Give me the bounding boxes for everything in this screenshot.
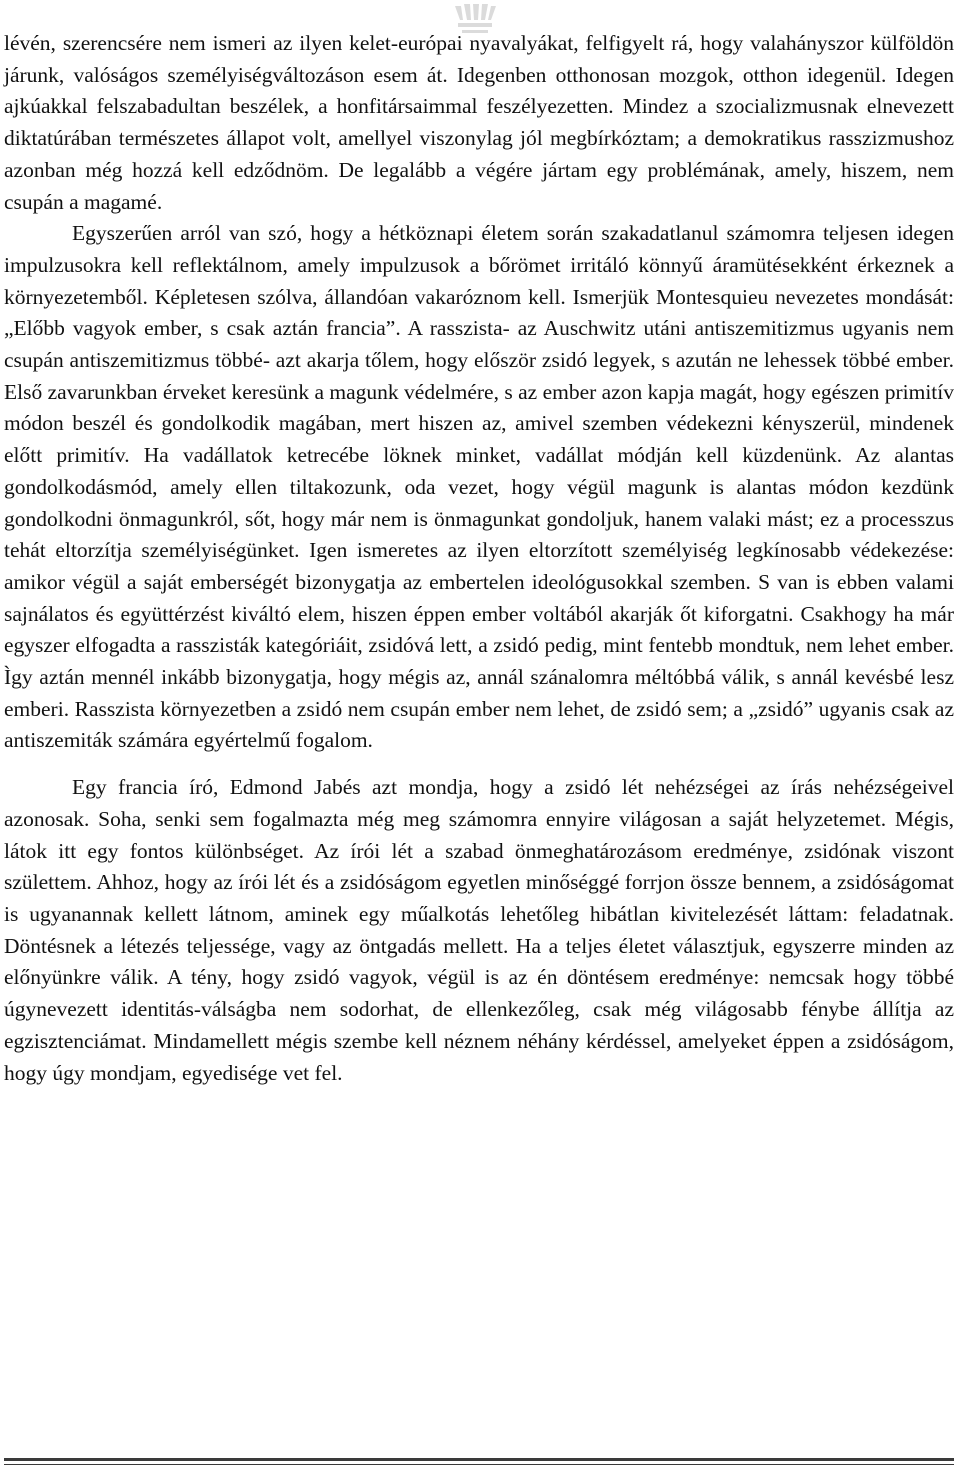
paragraph-2: Egyszerűen arról van szó, hogy a hétköznapi életem során szakadatlanul számomra teljesen idegen impulzusokra kell reflektálnom, amely impulzusok a bőrömet irritáló könnyű áramütésekként érkeznek a környezetemből. Képletesen szólva, állandóan vakaróznom kell. Ismerjük Montesquieu nevezetes mondását: „Előbb vagyok ember, s csak aztán francia”. A rasszista- az Auschwitz utáni antiszemitizmus ugyanis nem csupán antiszemitizmus többé- azt akarja tőlem, hogy először zsidó legyek, s azután ne lehessek többé ember. Első zavarunkban érveket keresünk a magunk védelmére, s az ember azon kapja magát, hogy egészen primitív módon beszél és gondolkodik magában, mert hiszen az, amivel szemben védekezni kényszerül, mindenek előtt primitív. Ha vadállatok ketrecébe löknek minket, vadállat módján kell küzdenünk. Az alantas gondolkodásmód, amely ellen tiltakozunk, oda vezet, hogy végül magunk is alantas módon kezdünk gondolkodni önmagunkról, sőt, hogy már nem is önmagunkat gondoljuk, hanem valaki mást; ez a processzus tehát eltorzítja személyiségünket. Igen ismeretes az ilyen eltorzított személyiség legkínosabb védekezése: amikor végül a saját emberségét bizonygatja az embertelen ideológusokkal szemben. S van is ebben valami sajnálatos és együttérzést kiváltó elem, hiszen éppen ember voltából akarják őt kiforgatni. Csakhogy ha már egyszer elfogadta a rasszisták kategóriáit, zsidóvá lett, a zsidó pedig, mint fentebb mondtuk, nem lehet ember. Ìgy aztán mennél inkább bizonygatja, hogy mégis az, annál szánalomra méltóbbá válik, s annál kevésbé lesz emberi. Rasszista környezetben a zsidó nem csupán ember nem lehet, de zsidó sem; a „zsidó” ugyanis csak az antiszemiták számára egyértelmű fogalom. [4, 221, 954, 753]
paragraph-3: Egy francia író, Edmond Jabés azt mondja, hogy a zsidó lét nehézségei az írás nehézségeivel azonosak. Soha, senki sem fogalmazta még meg számomra ennyire világosan a saját helyzetemet. Mégis, látok itt egy fontos különbséget. Az írói lét a szabad önmeghatározásom eredménye, zsidónak viszont születtem. Ahhoz, hogy az írói lét és a zsidóságom egyetlen minőséggé forrjon össze bennem, a zsidóságomat is ugyanannak kellett látnom, aminek egy műalkotás lehetőleg hibátlan kivitelezését láttam: feladatnak. Döntésnek a létezés teljessége, vagy az öntgadás mellett. Ha a teljes életet választjuk, egyszerre minden az előnyünkre válik. A tény, hogy zsidó vagyok, végül is az én döntésem eredménye: nemcsak hogy többé úgynevezett identitás-válságba nem sodorhat, de ellenkezőleg, csak még világosabb fénybe állítja az egzisztenciámat. Mindamellett mégis szembe kell néznem néhány kérdéssel, amelyeket éppen a zsidóságom, hogy úgy mondjam, egyedisége vet fel. [4, 775, 954, 1085]
footer-rule-thin [4, 1464, 954, 1465]
document-body [4, 28, 954, 1089]
paragraph-1: lévén, szerencsére nem ismeri az ilyen kelet-európai nyavalyákat, felfigyelt rá, hogy valahányszor külföldön járunk, valóságos személyiségváltozáson esem át. Idegenben otthonosan mozgok, otthon idegenül. Idegen ajkúakkal felszabadultan beszélek, a honfitársaimmal feszélyezetten. Mindez a szocializmusnak elnevezett diktatúrában természetes állapot volt, amellyel viszonylag jól megbírkóztam; a demokratikus rasszizmushoz azonban még hozzá kell edződnöm. De legalább a végére jártam egy problémának, amely, hiszem, nem csupán a magamé. [4, 31, 954, 214]
footer-rule-thick [4, 1458, 954, 1461]
